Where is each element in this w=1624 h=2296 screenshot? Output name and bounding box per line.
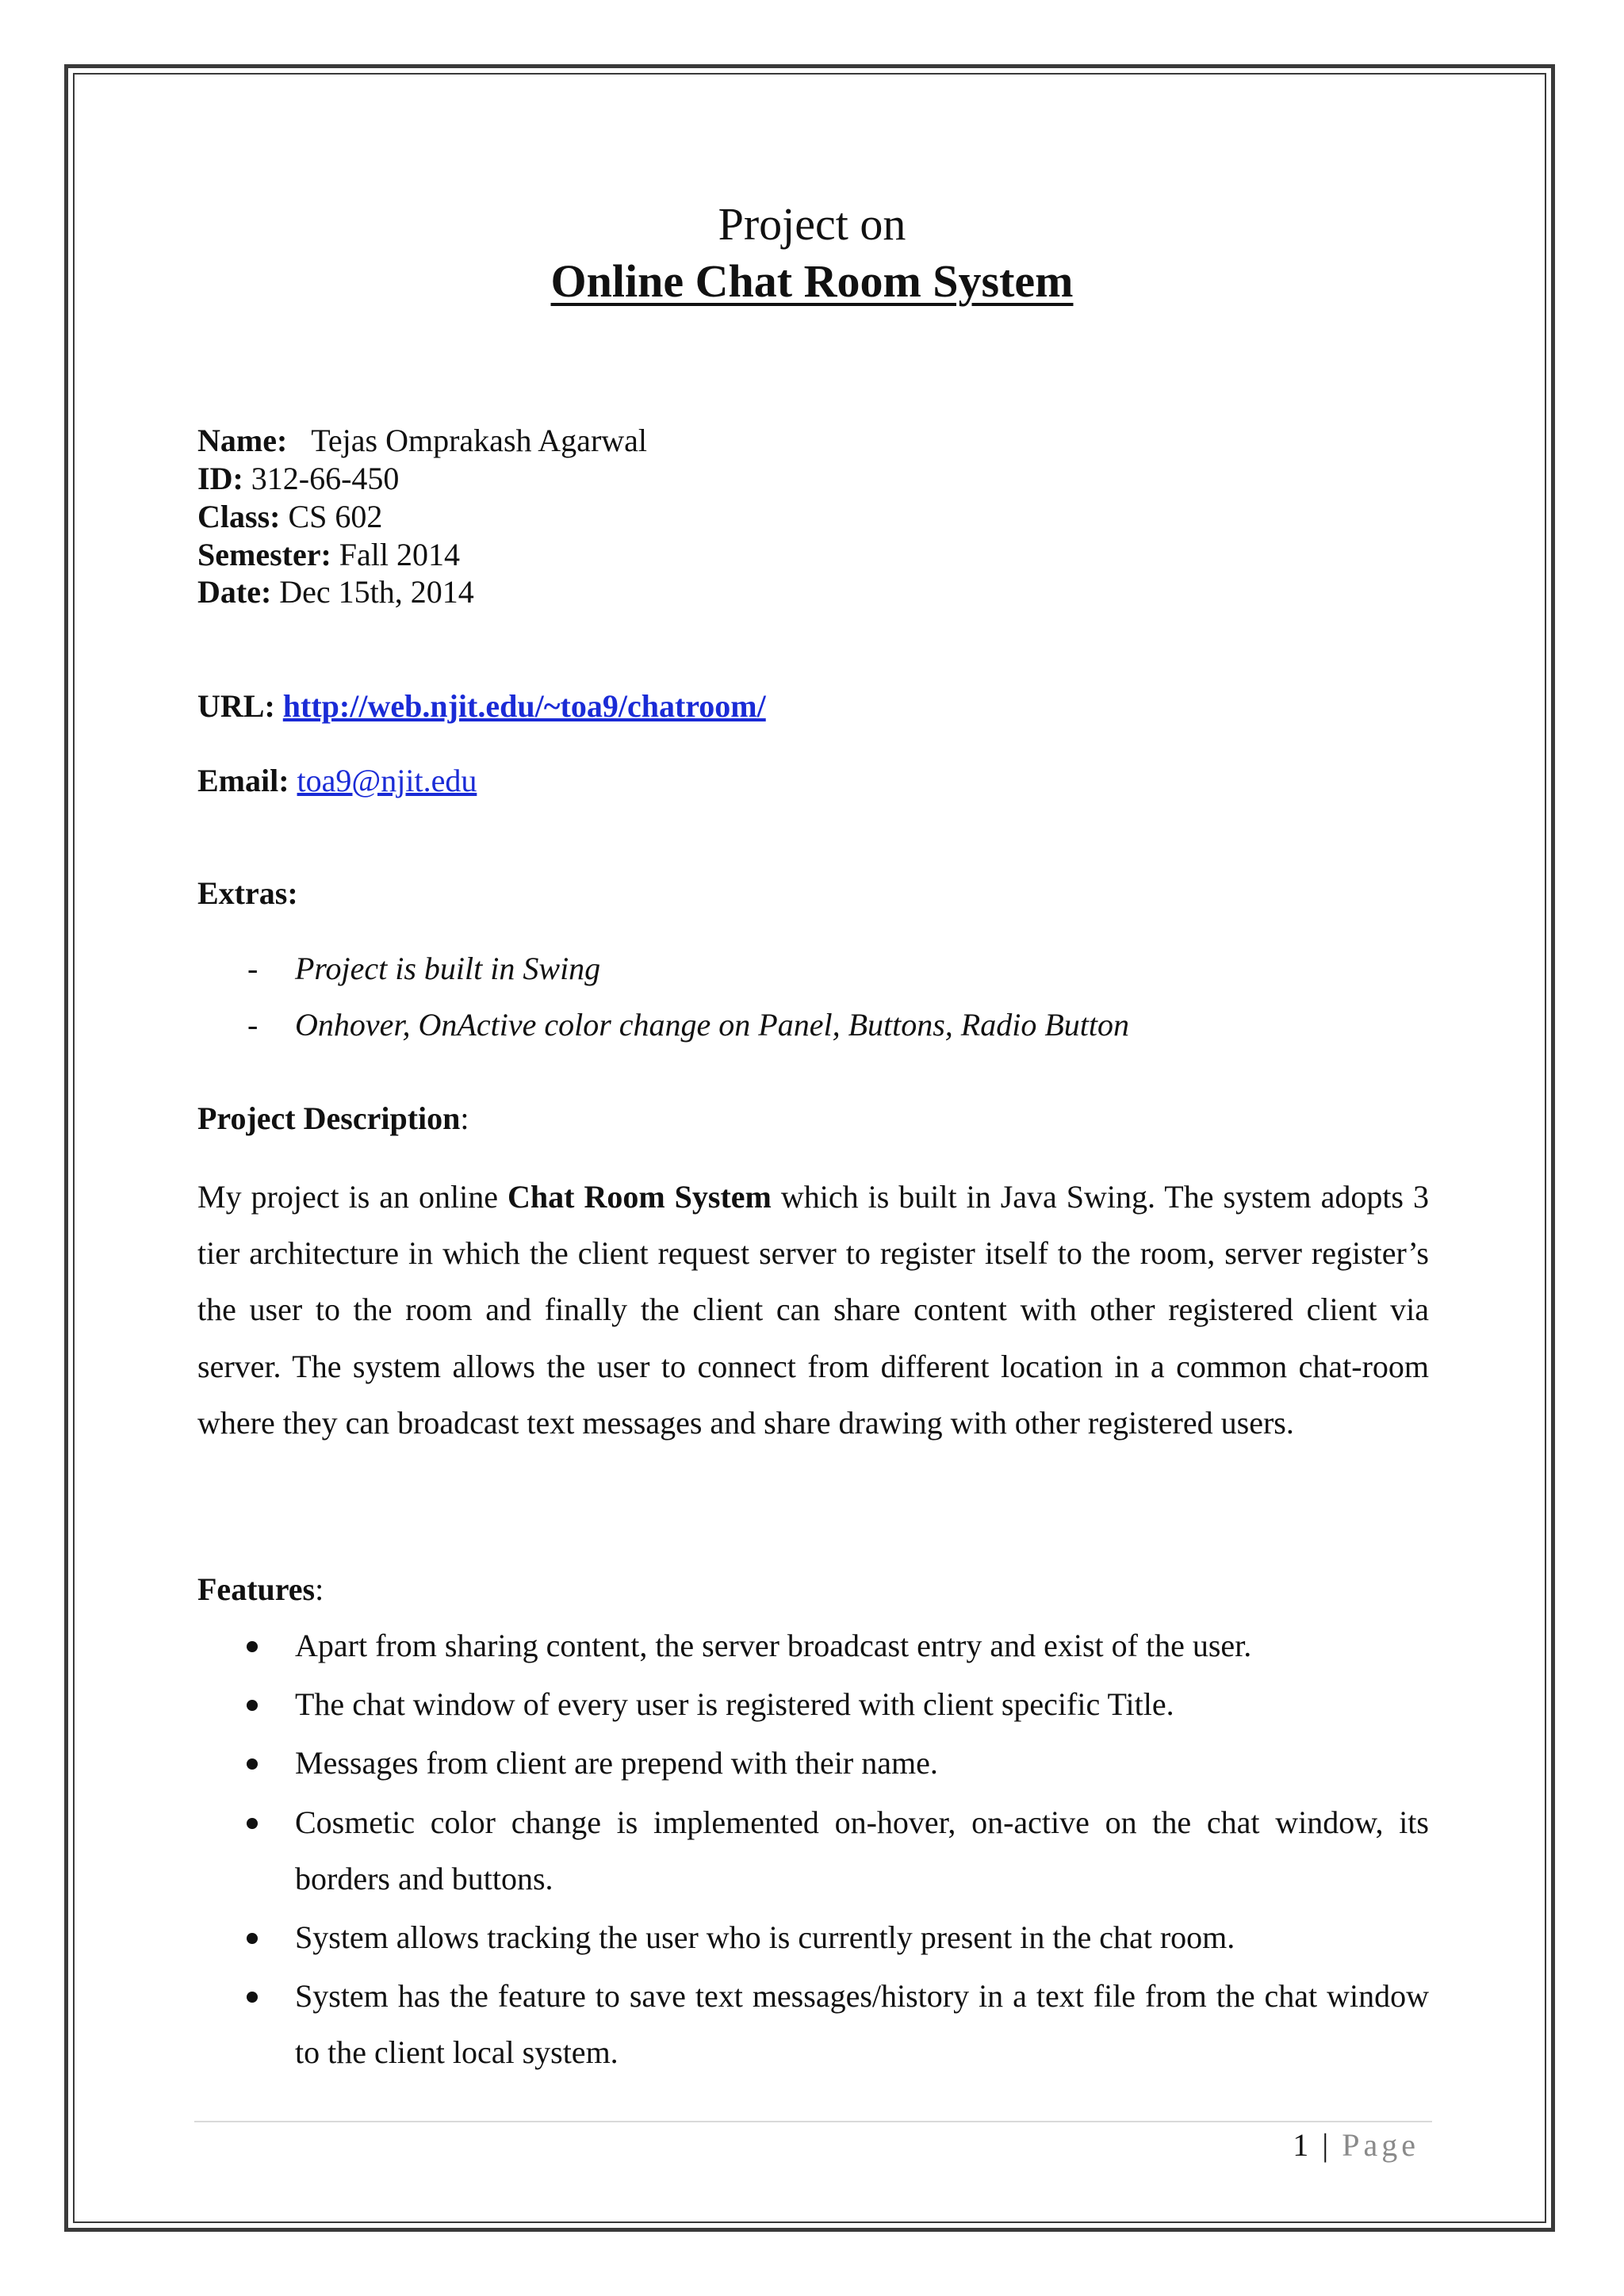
features-colon: : [315, 1571, 324, 1607]
feature-item [197, 1676, 1429, 1732]
bullet-icon [247, 1933, 258, 1944]
id-row [197, 460, 399, 498]
page-word: Page [1342, 2127, 1419, 2163]
name-row [197, 422, 647, 460]
bullet-icon [247, 1758, 258, 1770]
semester-row [197, 536, 460, 574]
class-row [197, 498, 382, 536]
title-line-1: Project on [718, 198, 906, 250]
feature-text: Apart from sharing content, the server broadcast entry and exist of the user. [295, 1628, 1252, 1663]
description-colon: : [460, 1100, 469, 1136]
class-value: CS 602 [288, 499, 383, 534]
feature-text: Messages from client are prepend with their name. [295, 1745, 938, 1781]
extras-item: Onhover, OnActive color change on Panel, Buttons, Radio Button [295, 1007, 1130, 1043]
url-row [197, 687, 766, 725]
semester-label: Semester: [197, 537, 331, 572]
features-heading-row [197, 1571, 324, 1609]
features-heading: Features [197, 1571, 316, 1607]
feature-item [197, 1794, 1429, 1907]
bullet-icon [247, 1992, 258, 2003]
feature-item [197, 1735, 1429, 1791]
feature-item [197, 1617, 1429, 1674]
page-separator: | [1322, 2127, 1331, 2163]
name-value: Tejas Omprakash Agarwal [311, 423, 648, 458]
feature-text: System has the feature to save text messages/history in a text file from the chat window to the client local system. [295, 1978, 1429, 2071]
description-text-before: My project is an online [197, 1179, 508, 1215]
id-value: 312-66-450 [251, 461, 400, 496]
extras-heading: Extras: [197, 875, 298, 911]
bullet-icon [247, 1641, 258, 1652]
date-value: Dec 15th, 2014 [279, 574, 474, 610]
page-number: 1 [1293, 2127, 1311, 2163]
features-list [197, 1617, 1429, 2084]
bullet-icon [247, 1700, 258, 1711]
document-title: Online Chat Room System [550, 255, 1074, 307]
email-label: Email: [197, 763, 289, 798]
email-row [197, 762, 477, 800]
extras-dash-2: - [247, 1007, 259, 1043]
description-heading: Project Description [197, 1100, 461, 1136]
extras-dash-1: - [247, 951, 259, 986]
description-text-bold: Chat Room System [508, 1179, 772, 1215]
url-link[interactable]: http://web.njit.edu/~toa9/chatroom/ [282, 688, 766, 724]
class-label: Class: [197, 499, 281, 534]
feature-item [197, 1909, 1429, 1965]
date-row [197, 573, 474, 611]
id-label: ID: [197, 461, 243, 496]
feature-text: Cosmetic color change is implemented on-hover, on-active on the chat window, its borders and buttons. [295, 1804, 1429, 1896]
feature-item [197, 1968, 1429, 2080]
feature-text: System allows tracking the user who is currently present in the chat room. [295, 1919, 1235, 1956]
bullet-icon [247, 1818, 258, 1829]
description-text-after: which is built in Java Swing. The system adopts 3 tier architecture in which the client request server to register itself to the room, server register’s the user to the room and finally the client can share content with other registered client via server. The system allows the user to connect from different location in a common chat-room where they can broadcast text messages and share drawing with other registered users. [197, 1179, 1429, 1441]
url-label: URL: [197, 688, 275, 724]
footer-rule [194, 2121, 1432, 2122]
date-label: Date: [197, 574, 272, 610]
description-paragraph [197, 1169, 1429, 1451]
description-heading-row [197, 1100, 469, 1138]
feature-text: The chat window of every user is registered with client specific Title. [295, 1686, 1174, 1723]
page-footer [1269, 2126, 1419, 2164]
email-link[interactable]: toa9@njit.edu [297, 763, 477, 798]
semester-value: Fall 2014 [339, 537, 461, 572]
extras-item: Project is built in Swing [295, 951, 601, 986]
name-label: Name: [197, 423, 288, 458]
